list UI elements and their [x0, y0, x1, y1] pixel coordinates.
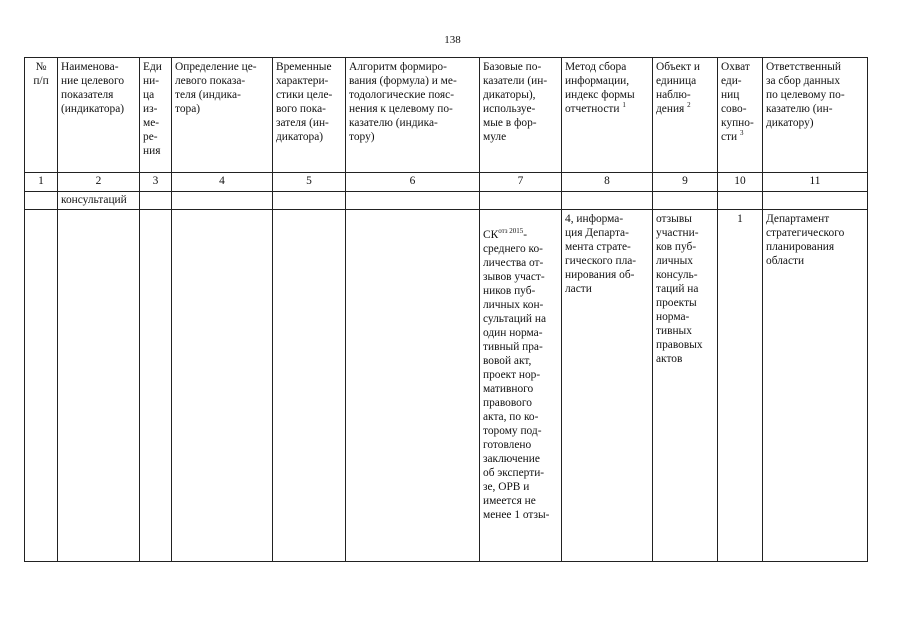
table-cell: [172, 192, 273, 210]
table-cell: [140, 192, 172, 210]
table-row: [25, 210, 868, 562]
section-row: [25, 192, 868, 210]
column-number: 9: [653, 173, 718, 192]
indicator-table: [24, 57, 868, 562]
table-cell: [273, 192, 346, 210]
table-cell: [480, 192, 562, 210]
column-number: 2: [58, 173, 140, 192]
table-cell: [172, 210, 273, 562]
header-cell-8: Метод сбора информации, индекс формы отчетности $^1$: [562, 58, 653, 173]
footnote-marker: 2: [687, 101, 691, 110]
header-cell-7: Базовые по- казатели (ин- дикаторы), используе- мые в фор- муле: [480, 58, 562, 173]
base-indicators-cell: [480, 210, 562, 562]
table-cell: [25, 210, 58, 562]
header-cell-10: Охват еди- ниц сово- купно- сти $^3$: [718, 58, 763, 173]
table-cell: [763, 192, 868, 210]
header-row: [25, 58, 868, 173]
header-cell-6: Алгоритм формиро- вания (формула) и ме- тодологические пояс- нения к целевому по- казателю (индика- тору): [346, 58, 480, 173]
column-number: 8: [562, 173, 653, 192]
section-label: консультаций: [58, 192, 140, 210]
table-cell: [140, 210, 172, 562]
responsible-cell: Департамент стратегического планирования области: [763, 210, 868, 562]
table-cell: [718, 192, 763, 210]
header-cell-3: Еди ни- ца из- ме- ре- ния: [140, 58, 172, 173]
table-cell: [25, 192, 58, 210]
table-cell: [346, 210, 480, 562]
indicator-symbol: СК: [483, 229, 499, 241]
column-number: 11: [763, 173, 868, 192]
header-cell-5: Временные характери- стики целе- вого пока- зателя (ин- дикатора): [273, 58, 346, 173]
column-number: 1: [25, 173, 58, 192]
table-cell: [273, 210, 346, 562]
column-number: 10: [718, 173, 763, 192]
observation-object-cell: отзывы участни- ков пуб- личных консуль- таций на проекты норма- тивных правовых актов: [653, 210, 718, 562]
header-cell-2: Наименова- ние целевого показателя (индикатора): [58, 58, 140, 173]
column-number-row: [25, 173, 868, 192]
table-cell: [653, 192, 718, 210]
header-cell-4: Определение це- левого показа- теля (индика- тора): [172, 58, 273, 173]
base-indicator-text: - среднего ко- личества от- зывов участ- ников пуб- личных кон- сультаций на один норма- тивный пра- вовой акт, проект нор- мативного правового акта, по ко- торому под- готовлено заключение об эксперти- зе, ОРВ и имеется не менее 1 отзы-: [483, 229, 550, 521]
footnote-marker: 3: [740, 129, 744, 138]
column-number: 3: [140, 173, 172, 192]
table-cell: [346, 192, 480, 210]
indicator-superscript: отз 2015: [498, 227, 524, 236]
table-cell: [562, 192, 653, 210]
column-number: 6: [346, 173, 480, 192]
column-number: 7: [480, 173, 562, 192]
table-cell: [58, 210, 140, 562]
coverage-cell: 1: [718, 210, 763, 562]
page-number: 138: [444, 34, 461, 46]
column-number: 4: [172, 173, 273, 192]
header-cell-9: Объект и единица наблю- дения $^2$: [653, 58, 718, 173]
header-cell-11: Ответственный за сбор данных по целевому по- казателю (ин- дикатору): [763, 58, 868, 173]
header-cell-1: № п/п: [25, 58, 58, 173]
column-number: 5: [273, 173, 346, 192]
collection-method-cell: 4, информа- ция Департа- мента страте- гического пла- нирования об- ласти: [562, 210, 653, 562]
footnote-marker: 1: [622, 101, 626, 110]
